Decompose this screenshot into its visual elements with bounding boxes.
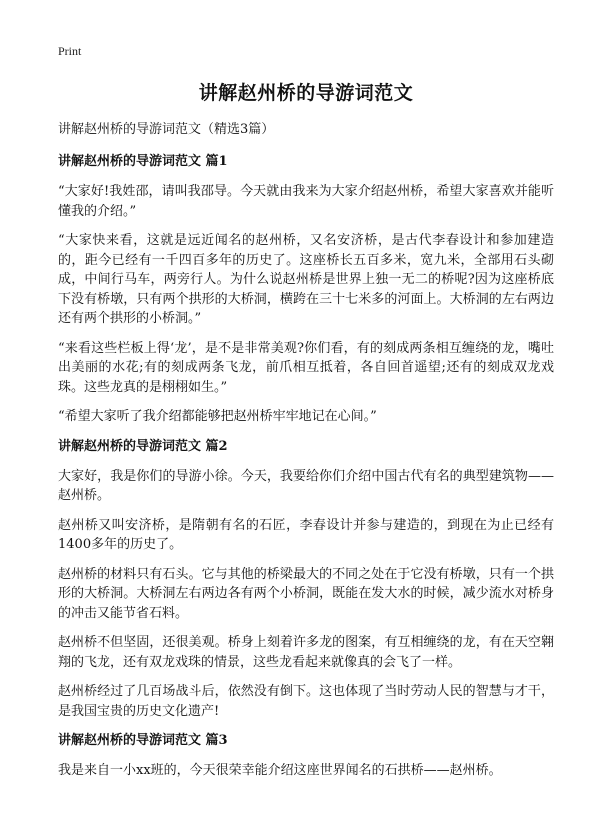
paragraph: 大家好，我是你们的导游小徐。今天，我要给你们介绍中国古代有名的典型建筑物——赵州桥。 (58, 468, 554, 503)
paragraph: 赵州桥的材料只有石头。它与其他的桥梁最大的不同之处在于它没有桥墩，只有一个拱形的大桥洞。大桥洞左右两边各有两个小桥洞，既能在发大水的时候，减少流水对桥身的冲击又能节省石料。 (58, 566, 554, 621)
section-heading: 讲解赵州桥的导游词范文 篇2 (58, 438, 228, 454)
document-title: 讲解赵州桥的导游词范文 (198, 82, 414, 104)
print-label: Print (58, 44, 82, 58)
paragraph: “大家快来看，这就是远近闻名的赵州桥，又名安济桥，是古代李春设计和参加建造的，距今已经有一千四百多年的历史了。这座桥长五百多米，宽九米，全部用石头砌成，中间行马车，两旁行人。为什么说赵州桥是世界上独一无二的桥呢?因为这座桥底下没有桥墩，只有两个拱形的大桥洞，横跨在三十七米多的河面上。大桥洞的左右两边还有两个拱形的小桥洞。” (58, 233, 554, 326)
paragraph: “来看这些栏板上得‘龙’，是不是非常美观?你们看，有的刻成两条相互缠绕的龙，嘴吐出美丽的水花;有的刻成两条飞龙，前爪相互抵着，各自回首遥望;还有的刻成双龙戏珠。这些龙真的是栩栩如生。” (58, 340, 554, 395)
paragraph: “大家好!我姓邵，请叫我邵导。今天就由我来为大家介绍赵州桥，希望大家喜欢并能听懂我的介绍。” (58, 184, 554, 219)
paragraph: “希望大家听了我介绍都能够把赵州桥牢牢地记在心间。” (58, 409, 377, 424)
section-heading: 讲解赵州桥的导游词范文 篇3 (58, 733, 228, 748)
paragraph: 赵州桥经过了几百场战斗后，依然没有倒下。这也体现了当时劳动人民的智慧与才干，是我国宝贵的历史文化遗产! (58, 684, 554, 719)
document-subtitle: 讲解赵州桥的导游词范文（精选3篇） (58, 122, 275, 137)
section-heading: 讲解赵州桥的导游词范文 篇1 (58, 154, 228, 169)
paragraph: 我是来自一小xx班的，今天很荣幸能介绍这座世界闻名的石拱桥——赵州桥。 (58, 763, 502, 778)
paragraph: 赵州桥又叫安济桥，是隋朝有名的石匠，李春设计并参与建造的，到现在为止已经有1400多年的历史了。 (58, 517, 554, 552)
paragraph: 赵州桥不但坚固，还很美观。桥身上刻着许多龙的图案，有互相缠绕的龙，有在天空翱翔的飞龙，还有双龙戏珠的情景，这些龙看起来就像真的会飞了一样。 (58, 635, 554, 670)
